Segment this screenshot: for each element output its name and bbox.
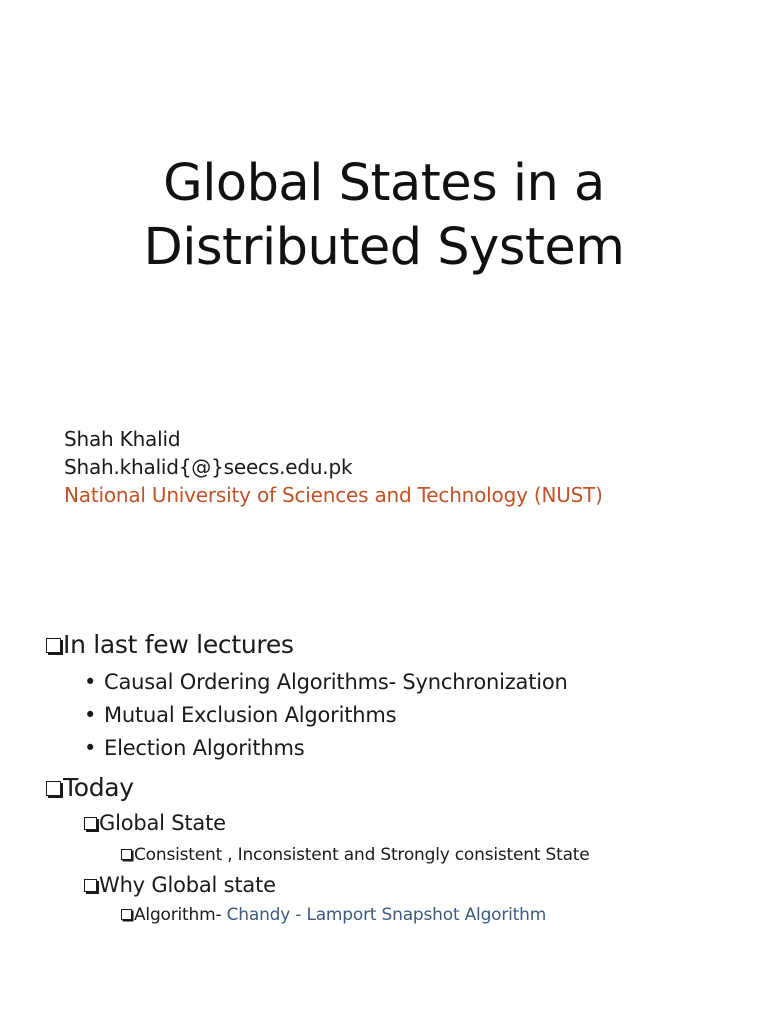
bullet-dot-icon: • [84, 670, 97, 694]
title-line-1: Global States in a [163, 154, 605, 213]
list-item [84, 809, 226, 837]
author-email: Shah.khalid{@}seecs.edu.pk [64, 455, 353, 479]
hollow-square-bullet-icon [84, 817, 97, 830]
hollow-square-bullet-icon [84, 879, 97, 892]
list-item [84, 701, 396, 729]
author-affiliation: National University of Sciences and Technology (NUST) [64, 483, 603, 507]
author-name: Shah Khalid [64, 427, 181, 451]
list-item-label: Election Algorithms [104, 736, 305, 760]
algorithm-name: Chandy - Lamport Snapshot Algorithm [226, 905, 547, 925]
hollow-square-bullet-icon [46, 781, 61, 796]
author-block [64, 425, 603, 509]
list-item-label: Consistent , Inconsistent and Strongly consistent State [134, 845, 590, 865]
hollow-square-bullet-icon [46, 638, 61, 653]
list-item-label: Mutual Exclusion Algorithms [104, 703, 397, 727]
title-line-2: Distributed System [143, 218, 625, 277]
agenda-heading-last-lectures [46, 630, 294, 660]
agenda-heading-today [46, 773, 134, 803]
bullet-dot-icon: • [84, 703, 97, 727]
agenda-slide [0, 580, 768, 1024]
heading-label: Today [63, 773, 134, 802]
list-item-label: Algorithm- [134, 905, 227, 925]
hollow-square-bullet-icon [121, 849, 132, 860]
slide-title [0, 152, 768, 280]
bullet-dot-icon: • [84, 736, 97, 760]
hollow-square-bullet-icon [121, 909, 132, 920]
list-item [84, 734, 304, 762]
list-item [84, 668, 568, 696]
heading-label: In last few lectures [63, 630, 294, 659]
list-item [84, 871, 276, 899]
list-item-label: Global State [99, 811, 226, 835]
list-item [121, 843, 590, 867]
list-item-label: Why Global state [99, 873, 276, 897]
list-item-label: Causal Ordering Algorithms- Synchronization [104, 670, 568, 694]
list-item [121, 903, 546, 927]
